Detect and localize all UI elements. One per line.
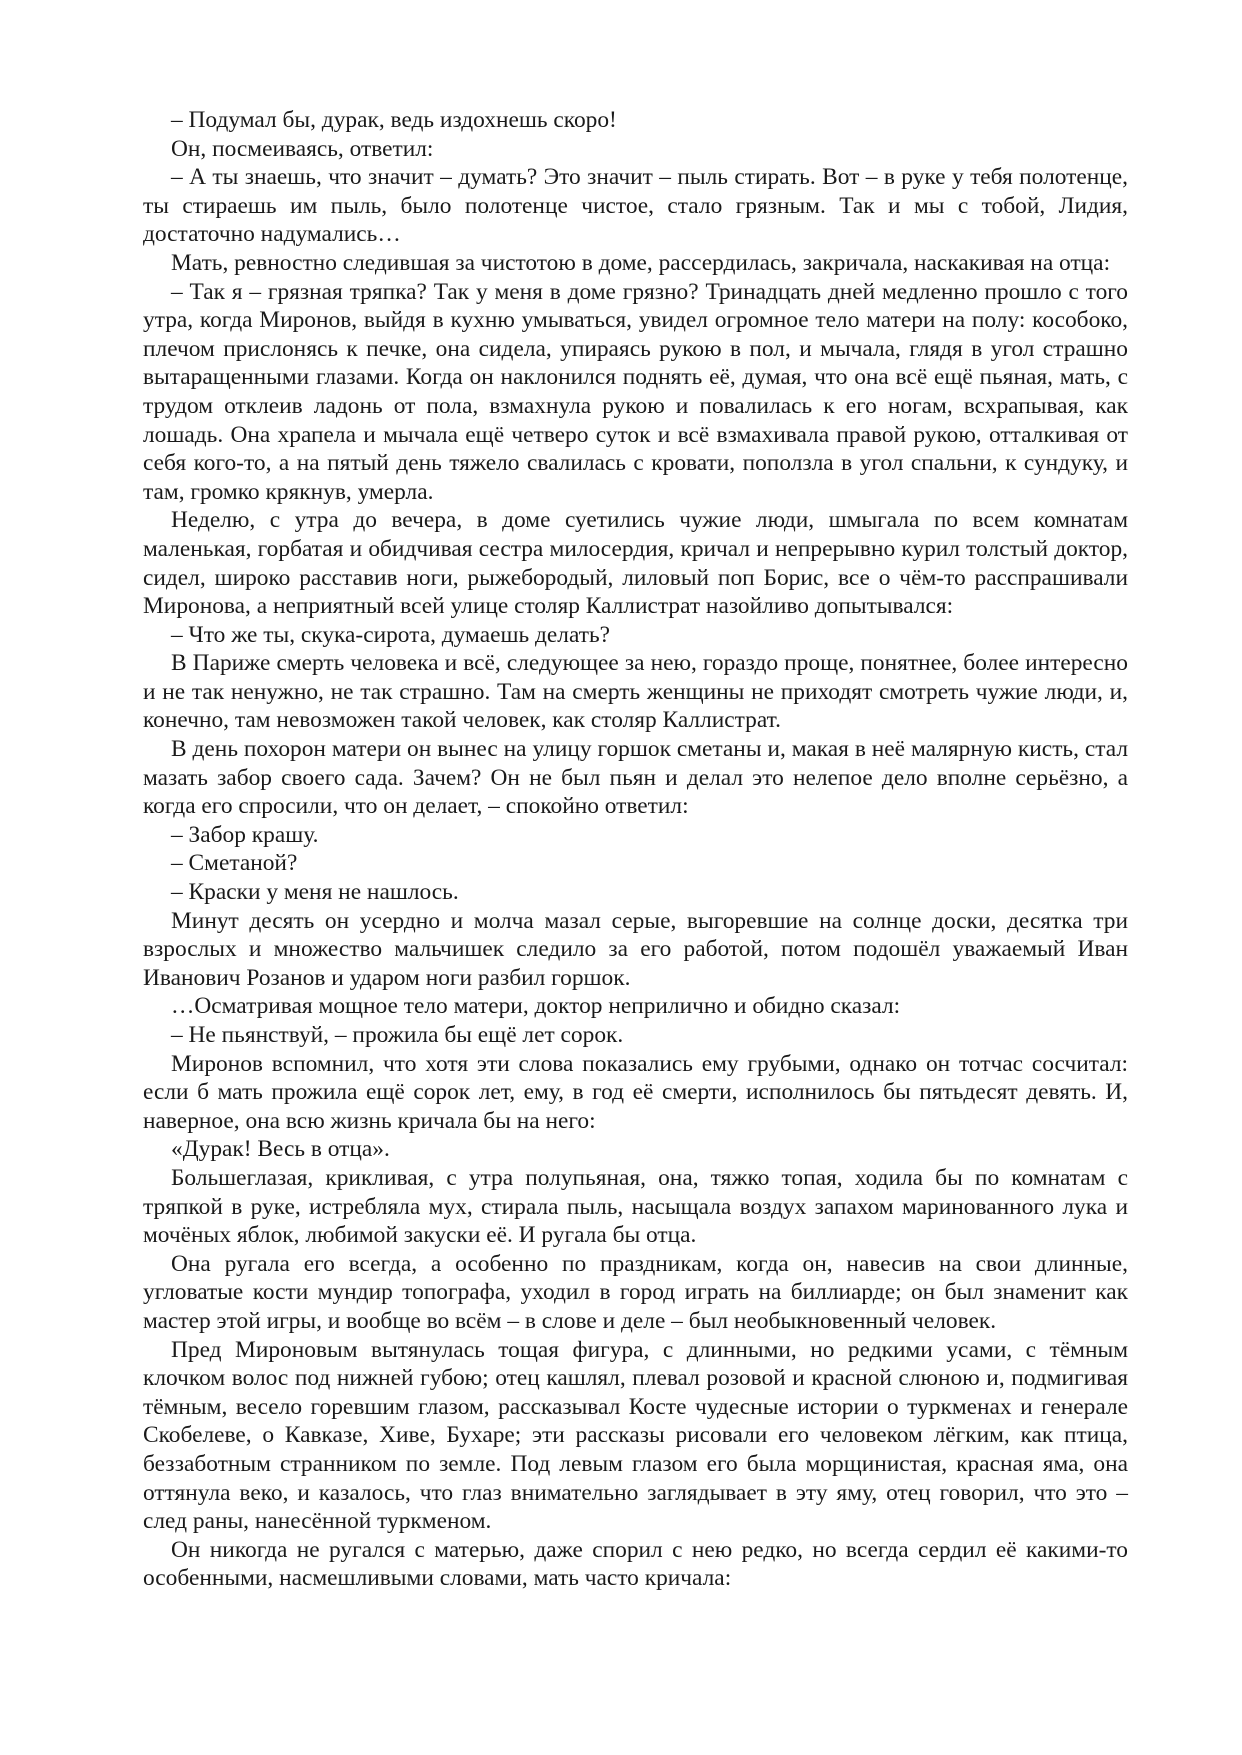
paragraph: …Осматривая мощное тело матери, доктор неприлично и обидно сказал: bbox=[171, 993, 901, 1020]
paragraph: Она ругала его всегда, а особенно по праздникам, когда он, навесив на свои длинные, угловатые кости мундир топографа, уходил в город играть на биллиарде; он был знаменит как мастер этой игры, и вообще во всём – в слове и деле – был необыкновенный человек. bbox=[143, 1250, 1128, 1334]
paragraph: Пред Мироновым вытянулась тощая фигура, с длинными, но редкими усами, с тёмным клочком волос под нижней губою; отец кашлял, плевал розовой и красной слюною и, подмигивая тёмным, весело горевшим глазом, рассказывал Косте чудесные истории о туркменах и генерале Скобелеве, о Кавказе, Хиве, Бухаре; эти рассказы рисовали его человеком лёгким, как птица, беззаботным странником по земле. Под левым глазом его была морщинистая, красная яма, она оттянула веко, и казалось, что глаз внимательно заглядывает в эту яму, отец говорил, что это – след раны, нанесённой туркменом. bbox=[143, 1336, 1128, 1535]
paragraph: Неделю, с утра до вечера, в доме суетились чужие люди, шмыгала по всем комнатам маленькая, горбатая и обидчивая сестра милосердия, кричал и непрерывно курил толстый доктор, сидел, широко расставив ноги, рыжебородый, лиловый поп Борис, все о чём-то расспрашивали Миронова, а неприятный всей улице столяр Каллистрат назойливо допытывался: bbox=[143, 507, 1128, 620]
paragraph: «Дурак! Весь в отца». bbox=[171, 1136, 390, 1163]
paragraph: В день похорон матери он вынес на улицу горшок сметаны и, макая в неё малярную кисть, стал мазать забор своего сада. Зачем? Он не был пьян и делал это нелепое дело вполне серьёзно, а когда его спросили, что он делает, – спокойно ответил: bbox=[143, 736, 1128, 820]
paragraph: – Краски у меня не нашлось. bbox=[171, 879, 459, 906]
paragraph: Он никогда не ругался с матерью, даже спорил с нею редко, но всегда сердил её какими-то особенными, насмешливыми словами, мать часто кричала: bbox=[143, 1536, 1128, 1592]
paragraph: – Не пьянствуй, – прожила бы ещё лет сорок. bbox=[171, 1022, 624, 1048]
paragraph: – Что же ты, скука-сирота, думаешь делать? bbox=[171, 621, 610, 648]
paragraph: В Париже смерть человека и всё, следующее за нею, гораздо проще, понятнее, более интересно и не так ненужно, не так страшно. Там на смерть женщины не приходят смотреть чужие люди, и, конечно, там невозможен такой человек, как столяр Каллистрат. bbox=[143, 650, 1128, 734]
paragraph: – Сметаной? bbox=[171, 850, 298, 877]
paragraph: Миронов вспомнил, что хотя эти слова показались ему грубыми, однако он тотчас сосчитал: если б мать прожила ещё сорок лет, ему, в год её смерти, исполнилось бы пятьдесят девять. И, наверное, она всю жизнь кричала бы на него: bbox=[143, 1050, 1128, 1134]
paragraph: Мать, ревностно следившая за чистотою в доме, рассердилась, закричала, наскакивая на отца: bbox=[171, 249, 1111, 276]
paragraph: – А ты знаешь, что значит – думать? Это значит – пыль стирать. Вот – в руке у тебя полотенце, ты стираешь им пыль, было полотенце чистое, стало грязным. Так и мы с тобой, Лидия, достаточно надумались… bbox=[143, 164, 1128, 248]
paragraph: – Так я – грязная тряпка? Так у меня в доме грязно? Тринадцать дней медленно прошло с того утра, когда Миронов, выйдя в кухню умываться, увидел огромное тело матери на полу: кособоко, плечом прислонясь к печке, она сидела, упираясь рукою в пол, и мычала, глядя в угол страшно вытаращенными глазами. Когда он наклонился поднять её, думая, что она всё ещё пьяная, мать, с трудом отклеив ладонь от пола, взмахнула рукою и повалилась к его ногам, всхрапывая, как лошадь. Она храпела и мычала ещё четверо суток и всё взмахивала правой рукою, отталкивая от себя кого-то, а на пятый день тяжело свалилась с кровати, поползла в угол спальни, к сундуку, и там, громко крякнув, умерла. bbox=[143, 278, 1128, 505]
paragraph: – Забор крашу. bbox=[171, 821, 319, 848]
document-page bbox=[143, 106, 1128, 1593]
paragraph: – Подумал бы, дурак, ведь издохнешь скоро! bbox=[171, 107, 617, 133]
paragraph: Большеглазая, крикливая, с утра полупьяная, она, тяжко топая, ходила бы по комнатам с тряпкой в руке, истребляла мух, стирала пыль, насыщала воздух запахом маринованного лука и мочёных яблок, любимой закуски её. И ругала бы отца. bbox=[143, 1164, 1128, 1249]
paragraph: Минут десять он усердно и молча мазал серые, выгоревшие на солнце доски, десятка три взрослых и множество мальчишек следило за его работой, потом подошёл уважаемый Иван Иванович Розанов и ударом ноги разбил горшок. bbox=[143, 907, 1128, 991]
paragraph: Он, посмеиваясь, ответил: bbox=[171, 135, 434, 162]
